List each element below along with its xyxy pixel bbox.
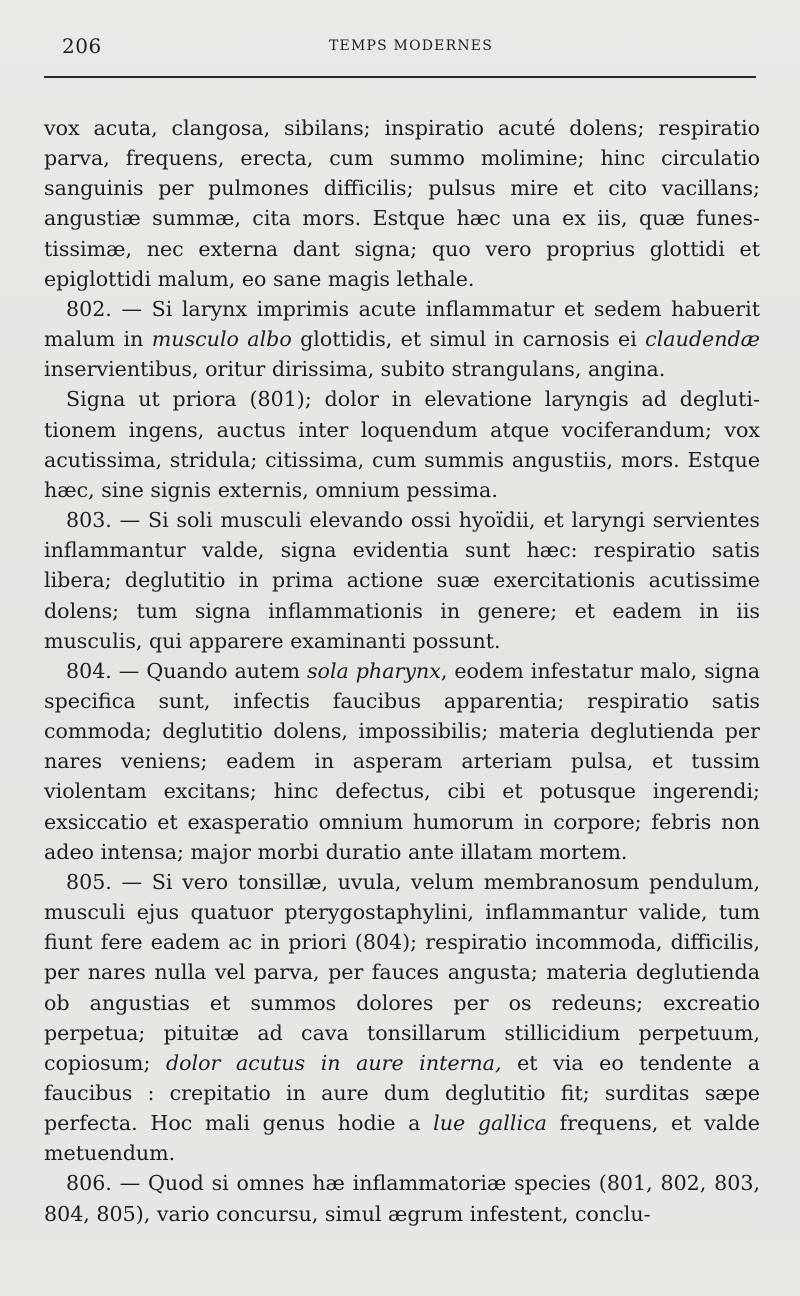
italic-phrase: musculo albo	[151, 327, 292, 352]
running-title: TEMPS MODERNES	[328, 38, 493, 54]
text-run: frequens, et valde metuendum.	[44, 1111, 760, 1166]
paragraph	[44, 113, 760, 294]
paragraph	[44, 656, 760, 867]
text-run: inservientibus, oritur dirissima, subito strangulans, angina.	[44, 357, 666, 382]
text-run: 802. — Si larynx imprimis acute inflammatur et sedem habuerit malum in	[44, 296, 760, 352]
running-head	[62, 34, 760, 62]
header-rule	[44, 76, 756, 78]
text-run: et via eo tendente a faucibus : crepitatio in aure dum deglutitio fit; surditas sæpe perfecta. Hoc mali genus hodie a	[44, 1050, 760, 1136]
italic-phrase: claudendæ	[645, 327, 761, 352]
paragraph	[44, 294, 760, 384]
italic-phrase: lue gallica	[433, 1111, 547, 1136]
paragraph	[44, 1168, 760, 1228]
text-run: glottidis, et simul in carnosis ei	[291, 327, 646, 352]
paragraph	[44, 505, 760, 656]
text-run: 804. — Quando autem	[66, 658, 307, 683]
page-number: 206	[62, 34, 102, 58]
paragraph	[44, 867, 760, 1169]
body-text	[44, 113, 760, 1229]
text-run: , eodem infestatur malo, signa specifica sunt, infectis faucibus apparentia; respiratio satis commoda; deglutitio dolens, impossibilis; materia deglutienda per nares veniens; eadem in asperam arteriam pulsa, et tussim violentam excitans; hinc defectus, cibi et potusque ingerendi; exsiccatio et exasperatio omnium humorum in corpore; febris non adeo intensa; major morbi duratio ante illatam mortem.	[44, 658, 760, 864]
text-run: 806. — Quod si omnes hæ inflammatoriæ species (801, 802, 803, 804, 805), vario concursu, simul ægrum infestent, conclu-	[44, 1171, 760, 1226]
text-run: vox acuta, clangosa, sibilans; inspiratio acuté dolens; respiratio parva, frequens, erecta, cum summo molimine; hinc circulatio sanguinis per pulmones difficilis; pulsus mire et cito vacillans; angustiæ summæ, cita mors. Estque hæc una ex iis, quæ funestissimæ, nec externa dant signa; quo vero proprius glottidi et epiglottidi malum, eo sane magis lethale.	[44, 116, 760, 291]
italic-phrase: sola pharynx	[306, 658, 441, 683]
text-run: 805. — Si vero tonsillæ, uvula, velum membranosum pendulum, musculi ejus quatuor pterygostaphylini, inflammantur valide, tum fiunt fere eadem ac in priori (804); respiratio incommoda, difficilis, per nares nulla vel parva, per fauces angusta; materia deglutienda ob angustias et summos dolores per os redeuns; excreatio perpetua; pituitæ ad cava tonsillarum stillicidium perpetuum, copiosum;	[44, 869, 760, 1075]
text-run: Signa ut priora (801); dolor in elevatione laryngis ad deglutitionem ingens, auctus inter loquendum atque vociferandum; vox acutissima, stridula; citissima, cum summis angustiis, mors. Estque hæc, sine signis externis, omnium pessima.	[44, 387, 760, 502]
paragraph	[44, 384, 760, 505]
text-run: 803. — Si soli musculi elevando ossi hyoïdii, et laryngi servientes inflammantur valde, signa evidentia sunt hæc: respiratio satis libera; deglutitio in prima actione suæ exercitationis acutissime dolens; tum signa inflammationis in genere; et eadem in iis musculis, qui apparere examinanti possunt.	[44, 508, 760, 653]
italic-phrase: dolor acutus in aure interna,	[165, 1050, 502, 1075]
